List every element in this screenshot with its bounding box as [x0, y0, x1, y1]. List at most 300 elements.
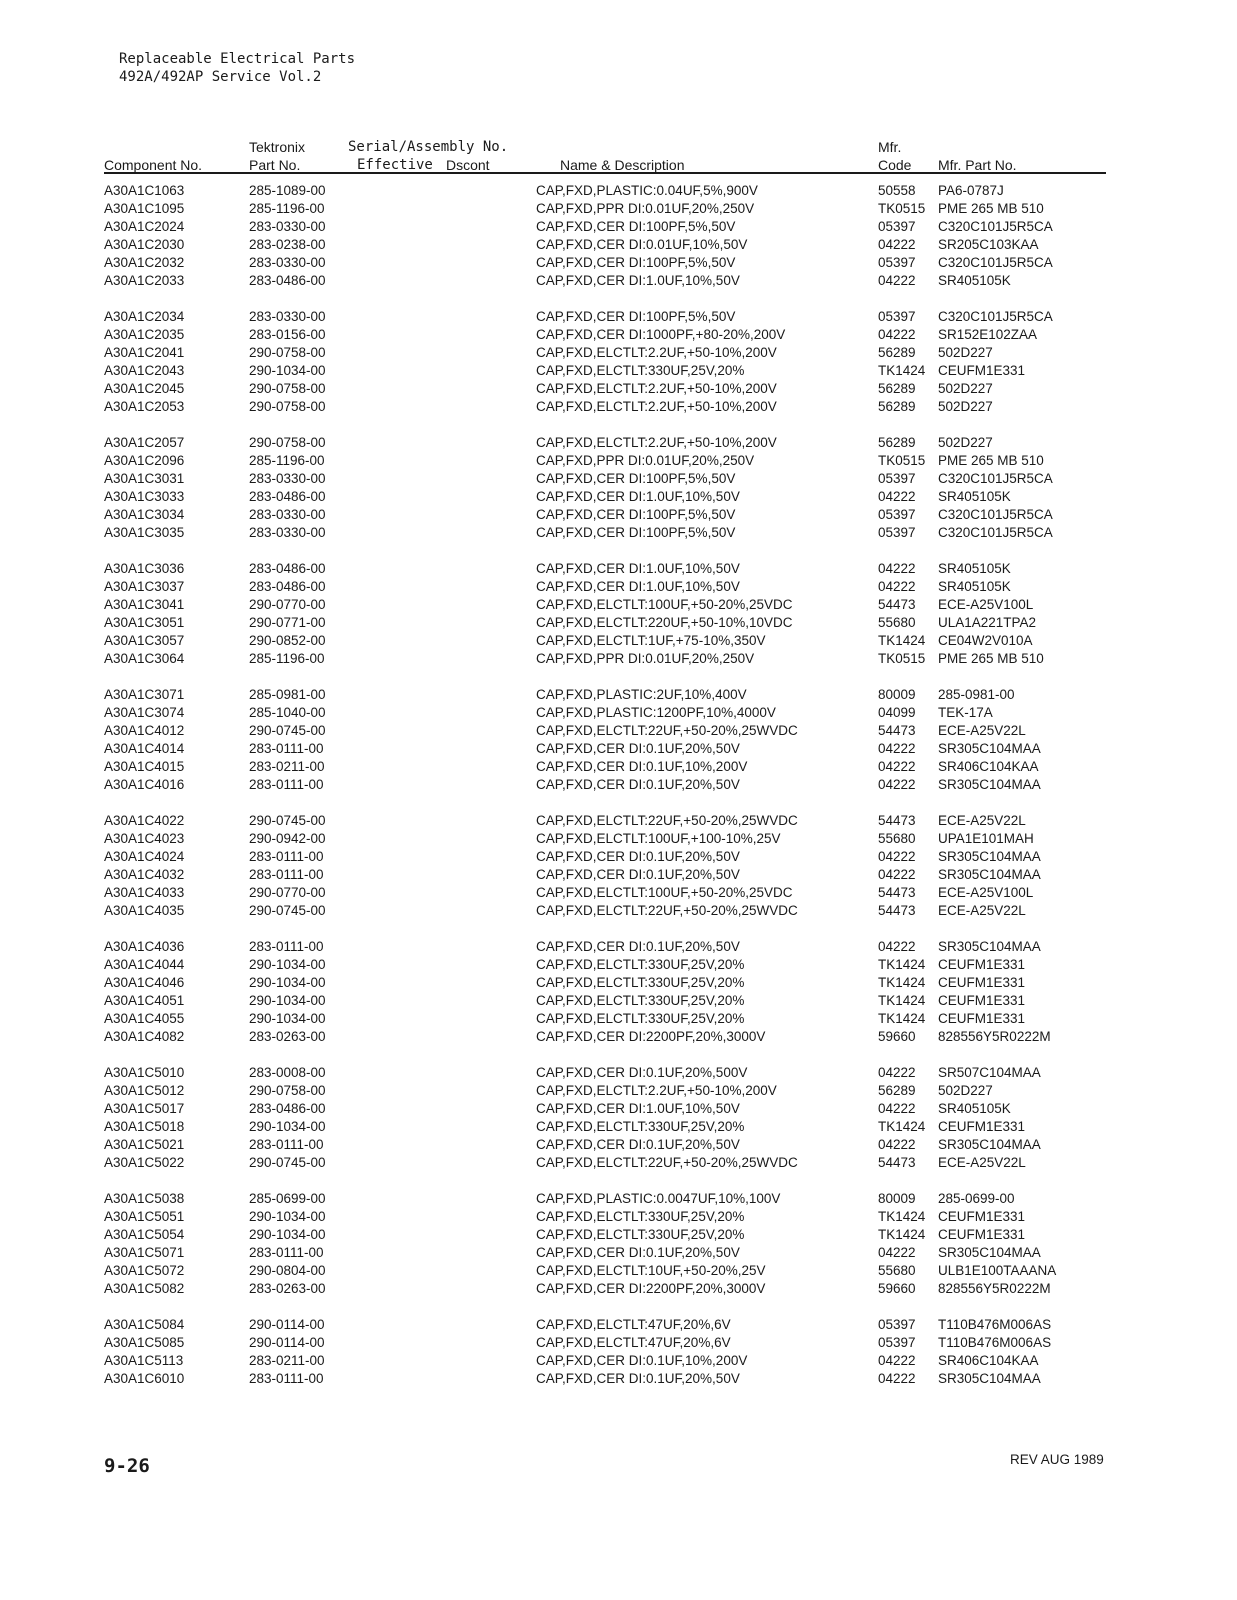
mfr-code-cell: 04222: [878, 849, 916, 864]
component-no-cell: A30A1C2035: [104, 327, 185, 342]
mfr-code-cell: 04222: [878, 741, 916, 756]
description-cell: CAP,FXD,CER DI:100PF,5%,50V: [536, 525, 736, 540]
part-no-cell: 283-0486-00: [249, 273, 326, 288]
mfr-part-no-cell: CEUFM1E331: [938, 975, 1026, 990]
mfr-part-no-cell: SR405105K: [938, 273, 1011, 288]
mfr-part-no-cell: ECE-A25V100L: [938, 597, 1034, 612]
component-no-cell: A30A1C4033: [104, 885, 185, 900]
mfr-code-cell: 55680: [878, 615, 916, 630]
component-no-cell: A30A1C4012: [104, 723, 185, 738]
mfr-code-cell: 54473: [878, 1155, 916, 1170]
mfr-code-cell: 05397: [878, 219, 916, 234]
part-no-cell: 283-0156-00: [249, 327, 326, 342]
description-cell: CAP,FXD,ELCTLT:10UF,+50-20%,25V: [536, 1263, 766, 1278]
mfr-code-cell: 04222: [878, 489, 916, 504]
component-no-cell: A30A1C6010: [104, 1371, 185, 1386]
description-cell: CAP,FXD,CER DI:0.1UF,10%,200V: [536, 759, 748, 774]
table-row: [0, 830, 1237, 848]
part-no-cell: 285-1040-00: [249, 705, 326, 720]
table-row: [0, 992, 1237, 1010]
table-row: [0, 1028, 1237, 1046]
component-no-cell: A30A1C2045: [104, 381, 185, 396]
mfr-code-cell: 04222: [878, 867, 916, 882]
part-no-cell: 283-0330-00: [249, 255, 326, 270]
mfr-code-cell: 59660: [878, 1281, 916, 1296]
component-no-cell: A30A1C3033: [104, 489, 185, 504]
mfr-part-no-cell: SR305C104MAA: [938, 777, 1041, 792]
component-no-cell: A30A1C2030: [104, 237, 185, 252]
mfr-part-no-cell: C320C101J5R5CA: [938, 255, 1053, 270]
table-row: [0, 1226, 1237, 1244]
table-row: [0, 218, 1237, 236]
component-no-cell: A30A1C3051: [104, 615, 185, 630]
component-no-cell: A30A1C2053: [104, 399, 185, 414]
header-subtitle: 492A/492AP Service Vol.2: [119, 69, 322, 85]
part-no-cell: 283-0111-00: [249, 1371, 324, 1386]
mfr-code-cell: 54473: [878, 903, 916, 918]
component-no-cell: A30A1C4016: [104, 777, 185, 792]
component-no-cell: A30A1C5082: [104, 1281, 185, 1296]
mfr-code-cell: 04222: [878, 327, 916, 342]
part-no-cell: 283-0486-00: [249, 561, 326, 576]
mfr-code-cell: 04222: [878, 273, 916, 288]
table-row: [0, 614, 1237, 632]
mfr-part-no-cell: 828556Y5R0222M: [938, 1281, 1051, 1296]
table-row: [0, 1244, 1237, 1262]
description-cell: CAP,FXD,ELCTLT:330UF,25V,20%: [536, 1227, 745, 1242]
part-no-cell: 283-0330-00: [249, 471, 326, 486]
mfr-part-no-cell: CEUFM1E331: [938, 363, 1026, 378]
description-cell: CAP,FXD,ELCTLT:2.2UF,+50-10%,200V: [536, 435, 777, 450]
part-no-cell: 285-1196-00: [249, 453, 325, 468]
colhead-code-label: Code: [878, 157, 912, 173]
component-no-cell: A30A1C4055: [104, 1011, 185, 1026]
colhead-mfr-part-no-label: Mfr. Part No.: [938, 157, 1017, 173]
part-no-cell: 283-0111-00: [249, 777, 324, 792]
part-no-cell: 290-0745-00: [249, 903, 326, 918]
table-row: [0, 1208, 1237, 1226]
table-row: [0, 488, 1237, 506]
description-cell: CAP,FXD,CER DI:100PF,5%,50V: [536, 309, 736, 324]
table-row: [0, 1064, 1237, 1082]
mfr-part-no-cell: SR305C104MAA: [938, 1245, 1041, 1260]
part-no-cell: 283-0238-00: [249, 237, 326, 252]
mfr-part-no-cell: SR405105K: [938, 561, 1011, 576]
component-no-cell: A30A1C2034: [104, 309, 185, 324]
part-no-cell: 283-0111-00: [249, 849, 324, 864]
component-no-cell: A30A1C5018: [104, 1119, 185, 1134]
part-no-cell: 283-0111-00: [249, 939, 324, 954]
mfr-part-no-cell: SR406C104KAA: [938, 1353, 1039, 1368]
mfr-part-no-cell: 285-0699-00: [938, 1191, 1015, 1206]
part-no-cell: 283-0486-00: [249, 489, 326, 504]
table-row: [0, 1334, 1237, 1352]
mfr-part-no-cell: SR305C104MAA: [938, 1137, 1041, 1152]
mfr-code-cell: 04222: [878, 237, 916, 252]
description-cell: CAP,FXD,ELCTLT:100UF,+50-20%,25VDC: [536, 597, 793, 612]
table-row: [0, 596, 1237, 614]
component-no-cell: A30A1C5017: [104, 1101, 185, 1116]
description-cell: CAP,FXD,ELCTLT:330UF,25V,20%: [536, 957, 745, 972]
mfr-code-cell: 59660: [878, 1029, 916, 1044]
description-cell: CAP,FXD,ELCTLT:47UF,20%,6V: [536, 1317, 731, 1332]
mfr-part-no-cell: 828556Y5R0222M: [938, 1029, 1051, 1044]
description-cell: CAP,FXD,CER DI:100PF,5%,50V: [536, 471, 736, 486]
mfr-code-cell: 05397: [878, 1317, 916, 1332]
mfr-code-cell: TK1424: [878, 975, 926, 990]
table-row: [0, 398, 1237, 416]
description-cell: CAP,FXD,CER DI:0.1UF,10%,200V: [536, 1353, 748, 1368]
mfr-part-no-cell: SR305C104MAA: [938, 741, 1041, 756]
part-no-cell: 290-0942-00: [249, 831, 326, 846]
table-row: [0, 1370, 1237, 1388]
part-no-cell: 285-0981-00: [249, 687, 326, 702]
table-row: [0, 1082, 1237, 1100]
mfr-part-no-cell: T110B476M006AS: [938, 1317, 1052, 1332]
description-cell: CAP,FXD,CER DI:2200PF,20%,3000V: [536, 1281, 766, 1296]
mfr-code-cell: 56289: [878, 1083, 916, 1098]
table-row: [0, 902, 1237, 920]
part-no-cell: 285-1196-00: [249, 201, 325, 216]
component-no-cell: A30A1C4023: [104, 831, 185, 846]
part-no-cell: 290-0758-00: [249, 399, 326, 414]
part-no-cell: 290-0758-00: [249, 381, 326, 396]
description-cell: CAP,FXD,ELCTLT:330UF,25V,20%: [536, 1011, 745, 1026]
table-row: [0, 1316, 1237, 1334]
part-no-cell: 290-0114-00: [249, 1335, 325, 1350]
part-no-cell: 290-1034-00: [249, 1227, 326, 1242]
part-no-cell: 290-1034-00: [249, 957, 326, 972]
component-no-cell: A30A1C2096: [104, 453, 185, 468]
mfr-part-no-cell: 502D227: [938, 399, 993, 414]
mfr-part-no-cell: C320C101J5R5CA: [938, 309, 1053, 324]
mfr-code-cell: 04222: [878, 561, 916, 576]
description-cell: CAP,FXD,CER DI:100PF,5%,50V: [536, 255, 736, 270]
description-cell: CAP,FXD,ELCTLT:47UF,20%,6V: [536, 1335, 731, 1350]
part-no-cell: 283-0330-00: [249, 219, 326, 234]
table-row: [0, 326, 1237, 344]
description-cell: CAP,FXD,ELCTLT:330UF,25V,20%: [536, 975, 745, 990]
mfr-code-cell: 05397: [878, 309, 916, 324]
component-no-cell: A30A1C5022: [104, 1155, 185, 1170]
part-no-cell: 283-0263-00: [249, 1029, 326, 1044]
part-no-cell: 283-0330-00: [249, 525, 326, 540]
part-no-cell: 285-0699-00: [249, 1191, 326, 1206]
table-row: [0, 344, 1237, 362]
component-no-cell: A30A1C5085: [104, 1335, 185, 1350]
mfr-part-no-cell: ECE-A25V22L: [938, 723, 1026, 738]
part-no-cell: 285-1089-00: [249, 183, 326, 198]
mfr-part-no-cell: ULB1E100TAAANA: [938, 1263, 1057, 1278]
description-cell: CAP,FXD,CER DI:1.0UF,10%,50V: [536, 579, 740, 594]
component-no-cell: A30A1C5038: [104, 1191, 185, 1206]
description-cell: CAP,FXD,CER DI:1.0UF,10%,50V: [536, 489, 740, 504]
part-no-cell: 283-0211-00: [249, 1353, 325, 1368]
component-no-cell: A30A1C4014: [104, 741, 185, 756]
colhead-component-no-label: Component No.: [104, 157, 203, 173]
mfr-code-cell: 04222: [878, 1065, 916, 1080]
description-cell: CAP,FXD,ELCTLT:22UF,+50-20%,25WVDC: [536, 1155, 798, 1170]
description-cell: CAP,FXD,PLASTIC:2UF,10%,400V: [536, 687, 747, 702]
part-no-cell: 283-0111-00: [249, 867, 324, 882]
mfr-part-no-cell: PA6-0787J: [938, 183, 1004, 198]
table-row: [0, 560, 1237, 578]
mfr-code-cell: 55680: [878, 831, 916, 846]
mfr-part-no-cell: SR305C104MAA: [938, 1371, 1041, 1386]
description-cell: CAP,FXD,ELCTLT:1UF,+75-10%,350V: [536, 633, 766, 648]
description-cell: CAP,FXD,ELCTLT:22UF,+50-20%,25WVDC: [536, 903, 798, 918]
mfr-part-no-cell: SR205C103KAA: [938, 237, 1039, 252]
mfr-part-no-cell: TEK-17A: [938, 705, 993, 720]
mfr-code-cell: 05397: [878, 255, 916, 270]
component-no-cell: A30A1C4024: [104, 849, 185, 864]
part-no-cell: 290-0745-00: [249, 1155, 326, 1170]
mfr-code-cell: 54473: [878, 885, 916, 900]
table-row: [0, 758, 1237, 776]
mfr-part-no-cell: PME 265 MB 510: [938, 453, 1044, 468]
table-row: [0, 452, 1237, 470]
colhead-effective-label: Effective: [357, 157, 433, 173]
component-no-cell: A30A1C4032: [104, 867, 185, 882]
mfr-part-no-cell: ECE-A25V22L: [938, 1155, 1026, 1170]
colhead-serial-assembly: Serial/Assembly No.: [348, 139, 509, 155]
mfr-part-no-cell: C320C101J5R5CA: [938, 507, 1053, 522]
mfr-code-cell: 05397: [878, 471, 916, 486]
description-cell: CAP,FXD,CER DI:1000PF,+80-20%,200V: [536, 327, 786, 342]
component-no-cell: A30A1C1095: [104, 201, 185, 216]
component-no-cell: A30A1C3041: [104, 597, 185, 612]
description-cell: CAP,FXD,CER DI:0.1UF,20%,50V: [536, 1371, 740, 1386]
part-no-cell: 290-1034-00: [249, 975, 326, 990]
colhead-mfr: Mfr.: [878, 139, 902, 155]
table-row: [0, 1154, 1237, 1172]
mfr-code-cell: 04222: [878, 1245, 916, 1260]
mfr-part-no-cell: SR305C104MAA: [938, 939, 1041, 954]
table-row: [0, 434, 1237, 452]
component-no-cell: A30A1C4015: [104, 759, 185, 774]
mfr-part-no-cell: 285-0981-00: [938, 687, 1015, 702]
mfr-part-no-cell: PME 265 MB 510: [938, 651, 1044, 666]
table-row: [0, 1118, 1237, 1136]
component-no-cell: A30A1C3064: [104, 651, 185, 666]
component-no-cell: A30A1C2057: [104, 435, 185, 450]
mfr-part-no-cell: ECE-A25V22L: [938, 903, 1026, 918]
description-cell: CAP,FXD,CER DI:0.1UF,20%,50V: [536, 867, 740, 882]
table-row: [0, 938, 1237, 956]
mfr-code-cell: 05397: [878, 507, 916, 522]
description-cell: CAP,FXD,PPR DI:0.01UF,20%,250V: [536, 201, 755, 216]
component-no-cell: A30A1C2041: [104, 345, 185, 360]
description-cell: CAP,FXD,CER DI:1.0UF,10%,50V: [536, 273, 740, 288]
part-no-cell: 290-0771-00: [249, 615, 326, 630]
table-row: [0, 740, 1237, 758]
part-no-cell: 283-0486-00: [249, 579, 326, 594]
component-no-cell: A30A1C5010: [104, 1065, 185, 1080]
mfr-code-cell: TK1424: [878, 957, 926, 972]
mfr-part-no-cell: SR405105K: [938, 579, 1011, 594]
table-row: [0, 200, 1237, 218]
description-cell: CAP,FXD,CER DI:0.1UF,20%,50V: [536, 1245, 740, 1260]
mfr-part-no-cell: SR305C104MAA: [938, 867, 1041, 882]
header-title: Replaceable Electrical Parts: [119, 51, 356, 67]
part-no-cell: 283-0330-00: [249, 309, 326, 324]
component-no-cell: A30A1C5021: [104, 1137, 185, 1152]
mfr-part-no-cell: C320C101J5R5CA: [938, 219, 1053, 234]
table-row: [0, 1262, 1237, 1280]
mfr-part-no-cell: CEUFM1E331: [938, 993, 1026, 1008]
part-no-cell: 290-0804-00: [249, 1263, 326, 1278]
component-no-cell: A30A1C3031: [104, 471, 185, 486]
part-no-cell: 283-0486-00: [249, 1101, 326, 1116]
mfr-part-no-cell: ECE-A25V22L: [938, 813, 1026, 828]
component-no-cell: A30A1C2032: [104, 255, 185, 270]
table-row: [0, 380, 1237, 398]
part-no-cell: 290-1034-00: [249, 993, 326, 1008]
component-no-cell: A30A1C3036: [104, 561, 185, 576]
description-cell: CAP,FXD,CER DI:1.0UF,10%,50V: [536, 561, 740, 576]
mfr-code-cell: 04222: [878, 1137, 916, 1152]
part-no-cell: 290-1034-00: [249, 1119, 326, 1134]
table-row: [0, 974, 1237, 992]
colhead-tektronix: Tektronix: [249, 139, 306, 155]
table-row: [0, 1190, 1237, 1208]
mfr-part-no-cell: CE04W2V010A: [938, 633, 1033, 648]
mfr-code-cell: 54473: [878, 813, 916, 828]
table-row: [0, 704, 1237, 722]
part-no-cell: 290-0758-00: [249, 345, 326, 360]
revision-date: REV AUG 1989: [1010, 1452, 1104, 1467]
part-no-cell: 290-0114-00: [249, 1317, 325, 1332]
mfr-code-cell: 05397: [878, 525, 916, 540]
colhead-part-no-label: Part No.: [249, 157, 301, 173]
mfr-part-no-cell: SR152E102ZAA: [938, 327, 1038, 342]
mfr-code-cell: TK0515: [878, 201, 926, 216]
description-cell: CAP,FXD,ELCTLT:2.2UF,+50-10%,200V: [536, 345, 777, 360]
mfr-code-cell: 56289: [878, 345, 916, 360]
component-no-cell: A30A1C5054: [104, 1227, 185, 1242]
part-no-cell: 290-0770-00: [249, 597, 326, 612]
component-no-cell: A30A1C3057: [104, 633, 185, 648]
mfr-code-cell: TK0515: [878, 453, 926, 468]
mfr-code-cell: TK1424: [878, 1209, 926, 1224]
mfr-code-cell: 05397: [878, 1335, 916, 1350]
mfr-code-cell: 55680: [878, 1263, 916, 1278]
mfr-part-no-cell: 502D227: [938, 381, 993, 396]
description-cell: CAP,FXD,ELCTLT:100UF,+50-20%,25VDC: [536, 885, 793, 900]
mfr-code-cell: 54473: [878, 597, 916, 612]
mfr-code-cell: TK1424: [878, 633, 926, 648]
component-no-cell: A30A1C4046: [104, 975, 185, 990]
mfr-part-no-cell: PME 265 MB 510: [938, 201, 1044, 216]
component-no-cell: A30A1C4036: [104, 939, 185, 954]
part-no-cell: 290-1034-00: [249, 1209, 326, 1224]
mfr-part-no-cell: T110B476M006AS: [938, 1335, 1052, 1350]
description-cell: CAP,FXD,ELCTLT:330UF,25V,20%: [536, 993, 745, 1008]
description-cell: CAP,FXD,CER DI:0.1UF,20%,50V: [536, 777, 740, 792]
description-cell: CAP,FXD,CER DI:0.1UF,20%,500V: [536, 1065, 748, 1080]
description-cell: CAP,FXD,CER DI:100PF,5%,50V: [536, 219, 736, 234]
mfr-part-no-cell: ULA1A221TPA2: [938, 615, 1037, 630]
description-cell: CAP,FXD,PLASTIC:1200PF,10%,4000V: [536, 705, 776, 720]
table-row: [0, 524, 1237, 542]
mfr-part-no-cell: CEUFM1E331: [938, 957, 1026, 972]
part-no-cell: 283-0330-00: [249, 507, 326, 522]
component-no-cell: A30A1C4051: [104, 993, 185, 1008]
table-row: [0, 506, 1237, 524]
component-no-cell: A30A1C5084: [104, 1317, 185, 1332]
mfr-part-no-cell: CEUFM1E331: [938, 1119, 1026, 1134]
table-row: [0, 848, 1237, 866]
table-row: [0, 308, 1237, 326]
table-row: [0, 650, 1237, 668]
mfr-code-cell: 04222: [878, 579, 916, 594]
mfr-code-cell: TK1424: [878, 1227, 926, 1242]
component-no-cell: A30A1C5071: [104, 1245, 185, 1260]
component-no-cell: A30A1C2033: [104, 273, 185, 288]
description-cell: CAP,FXD,PLASTIC:0.0047UF,10%,100V: [536, 1191, 781, 1206]
table-row: [0, 362, 1237, 380]
mfr-part-no-cell: 502D227: [938, 345, 993, 360]
mfr-part-no-cell: SR507C104MAA: [938, 1065, 1041, 1080]
description-cell: CAP,FXD,CER DI:0.01UF,10%,50V: [536, 237, 748, 252]
part-no-cell: 290-0852-00: [249, 633, 326, 648]
mfr-part-no-cell: SR406C104KAA: [938, 759, 1039, 774]
mfr-code-cell: 04222: [878, 939, 916, 954]
mfr-code-cell: 56289: [878, 381, 916, 396]
part-no-cell: 290-0745-00: [249, 813, 326, 828]
mfr-code-cell: TK1424: [878, 1119, 926, 1134]
mfr-part-no-cell: 502D227: [938, 435, 993, 450]
mfr-code-cell: TK0515: [878, 651, 926, 666]
description-cell: CAP,FXD,ELCTLT:330UF,25V,20%: [536, 363, 745, 378]
part-no-cell: 283-0008-00: [249, 1065, 326, 1080]
component-no-cell: A30A1C4035: [104, 903, 185, 918]
component-no-cell: A30A1C3035: [104, 525, 185, 540]
mfr-part-no-cell: CEUFM1E331: [938, 1011, 1026, 1026]
mfr-part-no-cell: SR305C104MAA: [938, 849, 1041, 864]
component-no-cell: A30A1C4082: [104, 1029, 185, 1044]
component-no-cell: A30A1C2024: [104, 219, 185, 234]
description-cell: CAP,FXD,CER DI:2200PF,20%,3000V: [536, 1029, 766, 1044]
mfr-code-cell: 04222: [878, 1371, 916, 1386]
description-cell: CAP,FXD,ELCTLT:2.2UF,+50-10%,200V: [536, 399, 777, 414]
mfr-code-cell: 56289: [878, 435, 916, 450]
component-no-cell: A30A1C5113: [104, 1353, 184, 1368]
component-no-cell: A30A1C5051: [104, 1209, 185, 1224]
table-row: [0, 1280, 1237, 1298]
description-cell: CAP,FXD,ELCTLT:100UF,+100-10%,25V: [536, 831, 781, 846]
description-cell: CAP,FXD,ELCTLT:22UF,+50-20%,25WVDC: [536, 723, 798, 738]
part-no-cell: 283-0111-00: [249, 1245, 324, 1260]
mfr-code-cell: TK1424: [878, 993, 926, 1008]
component-no-cell: A30A1C5012: [104, 1083, 185, 1098]
component-no-cell: A30A1C2043: [104, 363, 185, 378]
mfr-part-no-cell: SR405105K: [938, 1101, 1011, 1116]
description-cell: CAP,FXD,CER DI:1.0UF,10%,50V: [536, 1101, 740, 1116]
description-cell: CAP,FXD,ELCTLT:330UF,25V,20%: [536, 1209, 745, 1224]
component-no-cell: A30A1C4022: [104, 813, 185, 828]
part-no-cell: 283-0111-00: [249, 741, 324, 756]
description-cell: CAP,FXD,ELCTLT:220UF,+50-10%,10VDC: [536, 615, 793, 630]
part-no-cell: 283-0211-00: [249, 759, 325, 774]
table-row: [0, 1352, 1237, 1370]
component-no-cell: A30A1C3037: [104, 579, 185, 594]
table-row: [0, 722, 1237, 740]
mfr-part-no-cell: C320C101J5R5CA: [938, 525, 1053, 540]
description-cell: CAP,FXD,CER DI:0.1UF,20%,50V: [536, 1137, 740, 1152]
description-cell: CAP,FXD,ELCTLT:2.2UF,+50-10%,200V: [536, 1083, 777, 1098]
part-no-cell: 290-0758-00: [249, 435, 326, 450]
